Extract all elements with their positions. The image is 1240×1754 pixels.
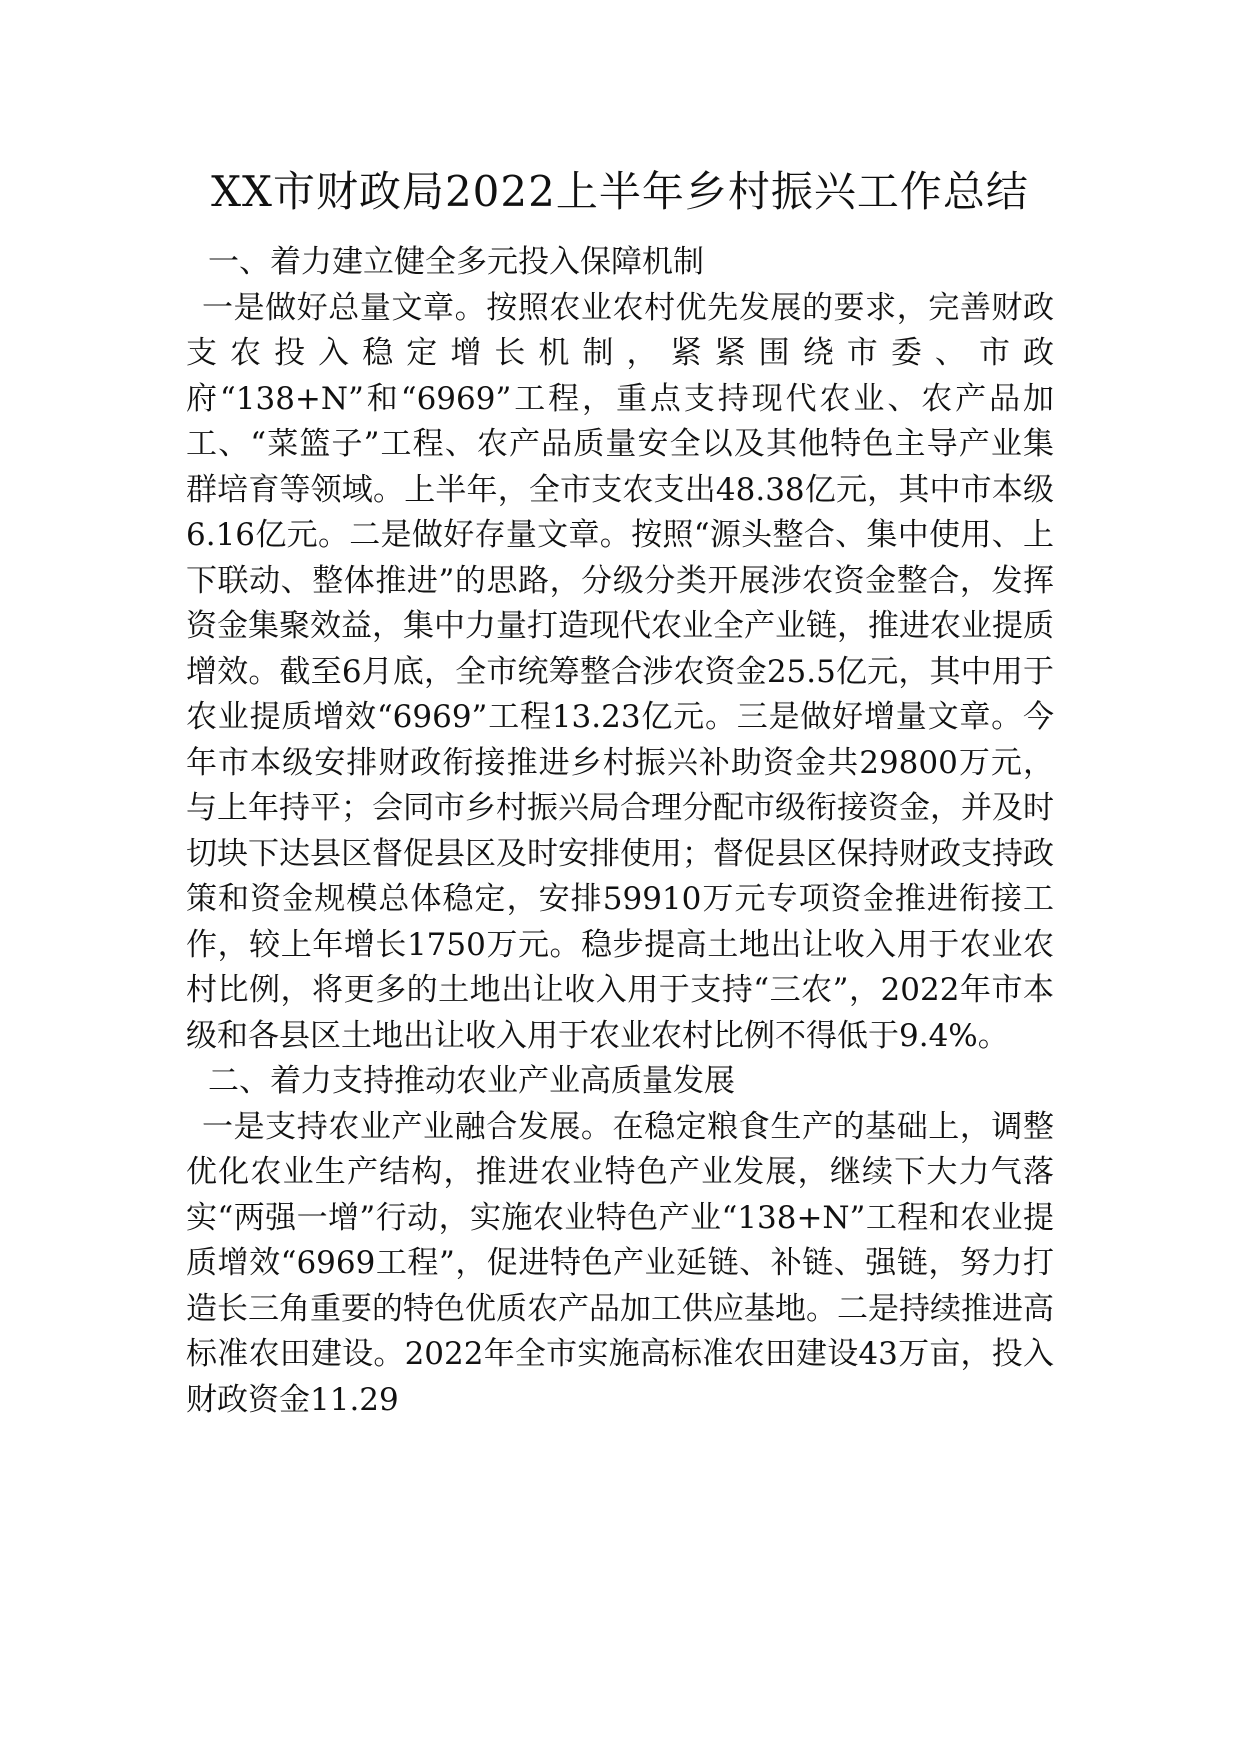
document-title: XX市财政局2022上半年乡村振兴工作总结 bbox=[211, 167, 1029, 216]
document-body bbox=[186, 240, 1054, 1423]
document-page bbox=[186, 150, 1054, 1423]
section-paragraph-2: 一是支持农业产业融合发展。在稳定粮食生产的基础上，调整优化农业生产结构，推进农业特色产业发展，继续下大力气落实“两强一增”行动，实施农业特色产业“138+N”工程和农业提质增效“6969工程”，促进特色产业延链、补链、强链，努力打造长三角重要的特色优质农产品加工供应基地。二是持续推进高标准农田建设。2022年全市实施高标准农田建设43万亩，投入财政资金11.29 bbox=[186, 1108, 1054, 1418]
section-heading-2: 二、着力支持推动农业产业高质量发展 bbox=[208, 1063, 735, 1099]
section-paragraph-1: 一是做好总量文章。按照农业农村优先发展的要求，完善财政支农投入稳定增长机制，紧紧围绕市委、市政府“138+N”和“6969”工程，重点支持现代农业、农产品加工、“菜篮子”工程、农产品质量安全以及其他特色主导产业集群培育等领域。上半年，全市支农支出48.38亿元，其中市本级6.16亿元。二是做好存量文章。按照“源头整合、集中使用、上下联动、整体推进”的思路，分级分类开展涉农资金整合，发挥资金集聚效益，集中力量打造现代农业全产业链，推进农业提质增效。截至6月底，全市统筹整合涉农资金25.5亿元，其中用于农业提质增效“6969”工程13.23亿元。三是做好增量文章。今年市本级安排财政衔接推进乡村振兴补助资金共29800万元，与上年持平；会同市乡村振兴局合理分配市级衔接资金，并及时切块下达县区督促县区及时安排使用；督促县区保持财政支持政策和资金规模总体稳定，安排59910万元专项资金推进衔接工作，较上年增长1750万元。稳步提高土地出让收入用于农业农村比例，将更多的土地出让收入用于支持“三农”，2022年市本级和各县区土地出让收入用于农业农村比例不得低于9.4%。 bbox=[186, 289, 1054, 1054]
section-heading-1: 一、着力建立健全多元投入保障机制 bbox=[208, 244, 704, 280]
